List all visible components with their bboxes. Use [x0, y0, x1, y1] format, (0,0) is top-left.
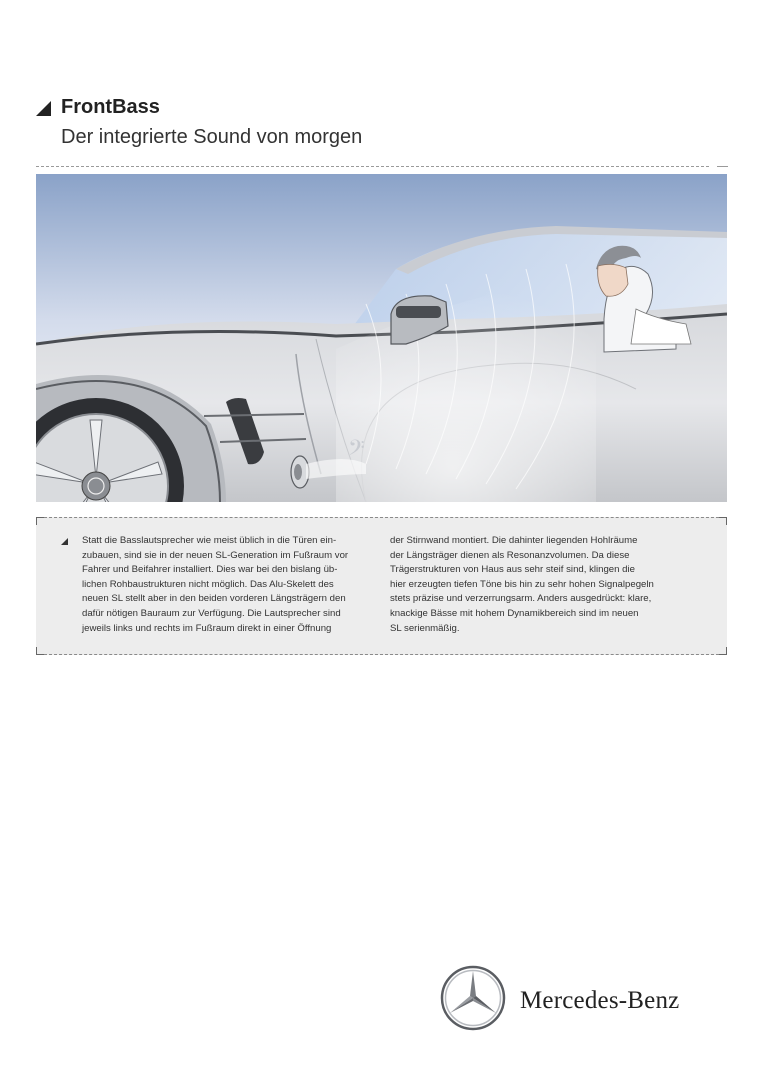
car-interior-illustration: [36, 174, 727, 502]
svg-text:𝄢: 𝄢: [348, 436, 365, 466]
text-line: jeweils links und rechts im Fußraum direkt in einer Öffnung: [82, 622, 332, 634]
page-title: FrontBass: [61, 96, 160, 118]
text-line: lichen Rohbaustrukturen nicht möglich. Das Alu-Skelett des: [82, 578, 334, 590]
header-divider: [36, 166, 709, 167]
title-triangle-icon: [36, 101, 51, 116]
brand-name: Mercedes-Benz: [520, 987, 680, 1014]
text-line: der Längsträger dienen als Resonanzvolumen. Da diese: [390, 549, 630, 561]
page-subtitle: Der integrierte Sound von morgen: [61, 126, 363, 148]
text-line: Trägerstrukturen von Haus aus sehr steif sind, klingen die: [390, 564, 635, 576]
text-line: der Stirnwand montiert. Die dahinter liegenden Hohlräume: [390, 535, 638, 546]
text-line: Statt die Basslautsprecher wie meist üblich in die Türen ein-: [82, 535, 337, 546]
paragraph-bullet-icon: [61, 538, 68, 545]
text-line: Fahrer und Beifahrer installiert. Dies war bei den bislang üb-: [82, 564, 338, 576]
mercedes-benz-logo: [440, 965, 710, 1031]
text-line: zubauen, sind sie in der neuen SL-Generation im Fußraum vor: [82, 549, 349, 561]
description-box: [36, 517, 727, 655]
text-line: SL serienmäßig.: [390, 622, 460, 634]
mercedes-star-icon: [440, 965, 506, 1031]
text-line: hier erzeugten tiefen Töne bis hin zu sehr hohen Signalpegeln: [390, 578, 654, 590]
text-column-1: [82, 534, 382, 636]
text-line: neuen SL stellt aber in den beiden vorderen Längsträgern den: [82, 593, 346, 605]
header-divider-end: [717, 166, 728, 167]
text-line: dafür nötigen Bauraum zur Verfügung. Die Lautsprecher sind: [82, 607, 341, 619]
text-line: stets präzise und verzerrungsarm. Anders ausgedrückt: klare,: [390, 593, 652, 605]
text-line: knackige Bässe mit hohem Dynamikbereich sind im neuen: [390, 607, 639, 619]
text-column-2: [390, 534, 690, 636]
